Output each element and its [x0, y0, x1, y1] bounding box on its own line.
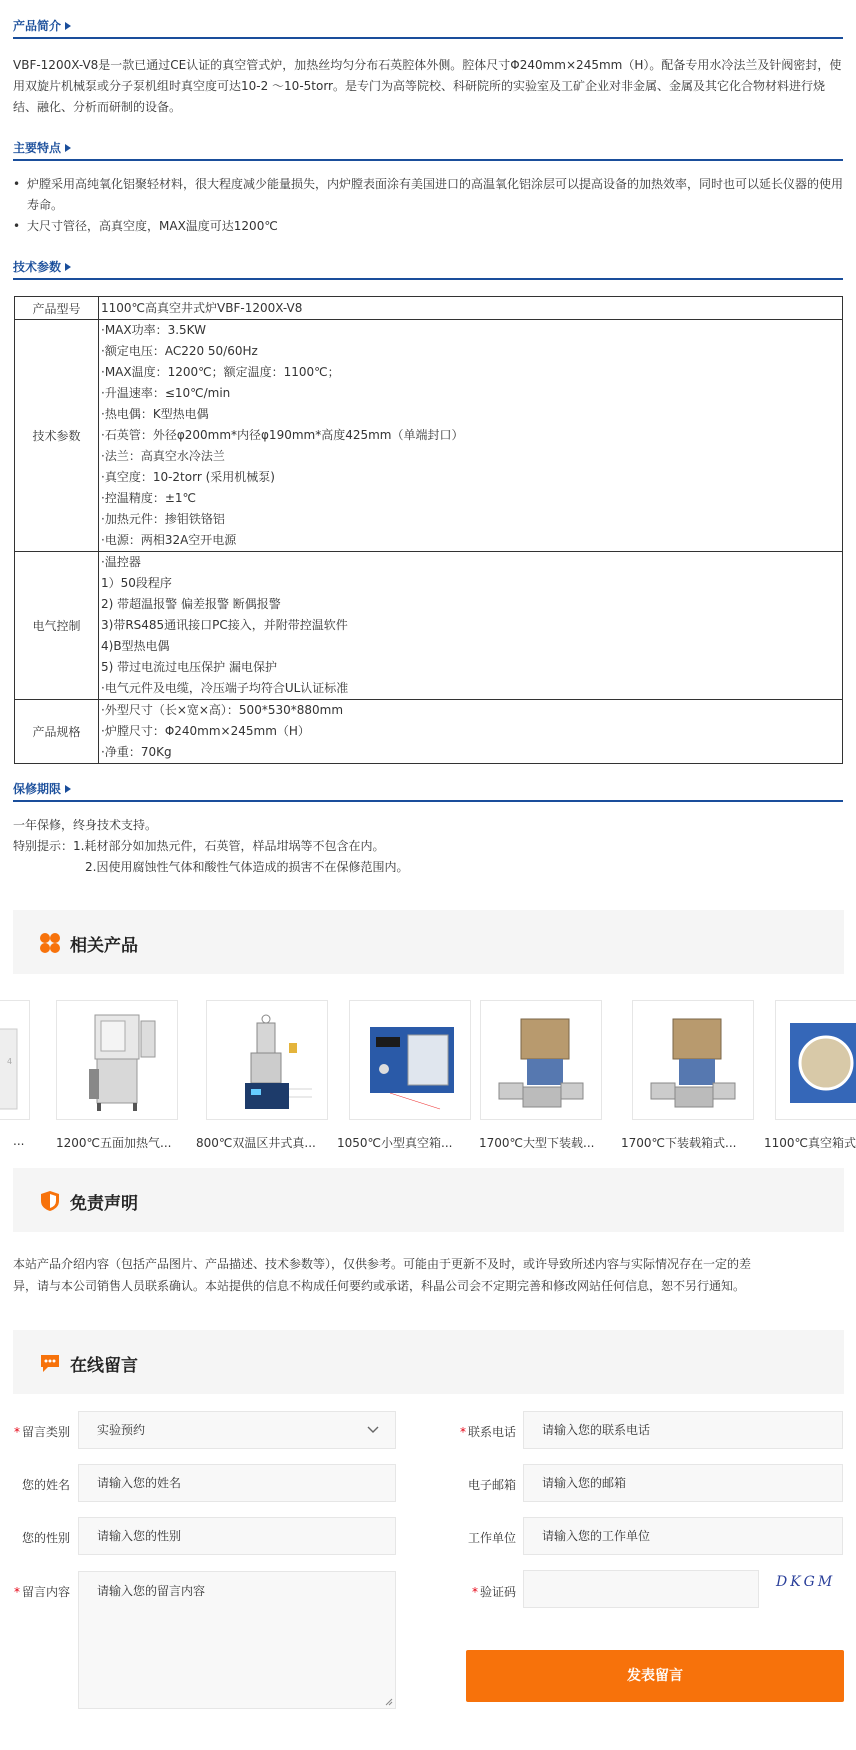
product-caption[interactable]: 1050℃小型真空箱...: [337, 1136, 453, 1150]
spec-row: [15, 552, 843, 700]
product-image: [491, 1009, 591, 1113]
product-card[interactable]: [206, 1000, 328, 1120]
product-card[interactable]: [775, 1000, 856, 1120]
disclaimer-text: 本站产品介绍内容（包括产品图片、产品描述、技术参数等），仅供参考。可能由于更新不及时，或许导致所述内容与实际情况存在一定的差 异，请与本公司销售人员联系确认。本站提供的信息不构成任何要约或承诺，科晶公司会不定期完善和修改网站任何信息，恕不另行通知。: [13, 1257, 752, 1293]
intro-heading: 产品简介: [13, 9, 843, 39]
resize-handle-icon[interactable]: [385, 1698, 393, 1706]
product-caption[interactable]: 1700℃下装载箱式...: [621, 1136, 737, 1150]
product-card[interactable]: [480, 1000, 602, 1120]
spec-value: ·温控器 1）50段程序 2) 带超温报警 偏差报警 断偶报警 3)带RS485通讯接口PC接入，并附带控温软件 4)B型热电偶 5) 带过电流过电压保护 漏电保护 ·电气元件及电缆，冷压端子均符合UL认证标准: [99, 552, 843, 700]
spec-key: 产品型号: [15, 297, 99, 320]
product-image: [643, 1009, 743, 1113]
gender-input[interactable]: 请输入您的性别: [78, 1517, 396, 1555]
related-title: 相关产品: [70, 936, 138, 956]
captcha-image[interactable]: DKGM: [776, 1574, 836, 1590]
spec-row: [15, 320, 843, 552]
spec-value: 1100℃高真空井式炉VBF-1200X-V8: [99, 297, 843, 320]
company-input[interactable]: 请输入您的工作单位: [523, 1517, 843, 1555]
features-heading: 主要特点: [13, 131, 843, 161]
submit-button[interactable]: 发表留言: [466, 1650, 844, 1702]
spec-value: ·外型尺寸（长×宽×高）：500*530*880mm ·炉膛尺寸：Φ240mm×245mm（H） ·净重：70Kg: [99, 700, 843, 764]
company-label: 工作单位: [467, 1531, 516, 1545]
product-caption[interactable]: 800℃双温区井式真...: [196, 1136, 316, 1150]
spec-value: ·MAX功率：3.5KW ·额定电压：AC220 50/60Hz ·MAX温度：1200℃；额定温度：1100℃； ·升温速率：≤10℃/min ·热电偶：K型热电偶 ·石英管：外径φ200mm*内径φ190mm*高度425mm（单端封口） ·法兰：高真空水冷法兰 ·真空度：10-2torr (采用机械泵) ·控温精度：±1℃ ·加热元件：掺钼铁铬铝 ·电源：两相32A空开电源: [99, 320, 843, 552]
name-input[interactable]: 请输入您的姓名: [78, 1464, 396, 1502]
spec-key: 技术参数: [15, 320, 99, 552]
spec-row: [15, 297, 843, 320]
spec-key: 电气控制: [15, 552, 99, 700]
spec-row: [15, 700, 843, 764]
related-bar: [13, 910, 844, 974]
email-input[interactable]: 请输入您的邮箱: [523, 1464, 843, 1502]
name-label: 您的姓名: [21, 1478, 70, 1492]
product-card[interactable]: [56, 1000, 178, 1120]
disclaimer-title: 免责声明: [70, 1194, 138, 1214]
content-label: * 留言内容: [13, 1585, 70, 1599]
message-bar: [13, 1330, 844, 1394]
message-title: 在线留言: [70, 1356, 138, 1376]
content-textarea[interactable]: 请输入您的留言内容: [78, 1571, 396, 1709]
grid-icon: [39, 932, 61, 954]
type-select[interactable]: 实验预约: [78, 1411, 396, 1449]
product-image: [67, 1009, 167, 1113]
spec-key: 产品规格: [15, 700, 99, 764]
product-caption[interactable]: ...: [13, 1134, 25, 1148]
product-caption[interactable]: 1200℃五面加热气...: [56, 1136, 172, 1150]
warranty-text: 一年保修，终身技术支持。 特别提示：1.耗材部分如加热元件，石英管，样品坩埚等不包含在内。 2.因使用腐蚀性气体和酸性气体造成的损害不在保修范围内。: [13, 818, 409, 874]
product-image: [786, 1009, 856, 1113]
feature-item: • 大尺寸管径，高真空度，MAX温度可达1200℃: [13, 216, 846, 237]
phone-input[interactable]: 请输入您的联系电话: [523, 1411, 843, 1449]
shield-icon: [39, 1190, 61, 1212]
disclaimer-bar: [13, 1168, 844, 1232]
intro-text: VBF-1200X-V8是一款已通过CE认证的真空管式炉，加热丝均匀分布石英腔体外侧。腔体尺寸Φ240mm×245mm（H）。配备专用水冷法兰及针阀密封，使 用双旋片机械泵或分子泵机组时真空度可达10-2 ～10-5torr。是专门为高等院校、科研院所的实验室及工矿企业对非金属、金属及其它化合物材料进行烧 结、融化、分析而研制的设备。: [13, 58, 842, 114]
product-card[interactable]: [632, 1000, 754, 1120]
chevron-down-icon: [367, 1426, 379, 1434]
spec-table: [14, 296, 843, 764]
phone-label: * 联系电话: [459, 1425, 516, 1439]
email-label: 电子邮箱: [467, 1478, 516, 1492]
product-image: [0, 1009, 19, 1113]
product-card[interactable]: [0, 1000, 30, 1120]
svg-text:4: 4: [7, 1057, 13, 1066]
chat-icon: [39, 1352, 61, 1374]
product-image: [360, 1009, 460, 1113]
warranty-heading: 保修期限: [13, 772, 843, 802]
product-card[interactable]: [349, 1000, 471, 1120]
specs-heading: 技术参数: [13, 250, 843, 280]
product-caption[interactable]: 1700℃大型下装载...: [479, 1136, 595, 1150]
product-image: [217, 1009, 317, 1113]
captcha-input[interactable]: [523, 1570, 759, 1608]
product-caption[interactable]: 1100℃真空箱式: [764, 1136, 856, 1150]
feature-item: • 炉膛采用高纯氧化铝聚轻材料，很大程度减少能量损失，内炉膛表面涂有美国进口的高温氧化铝涂层可以提高设备的加热效率，同时也可以延长仪器的使用 寿命。: [13, 174, 846, 216]
captcha-label: * 验证码: [471, 1585, 516, 1599]
type-label: * 留言类别: [13, 1425, 70, 1439]
gender-label: 您的性别: [21, 1531, 70, 1545]
